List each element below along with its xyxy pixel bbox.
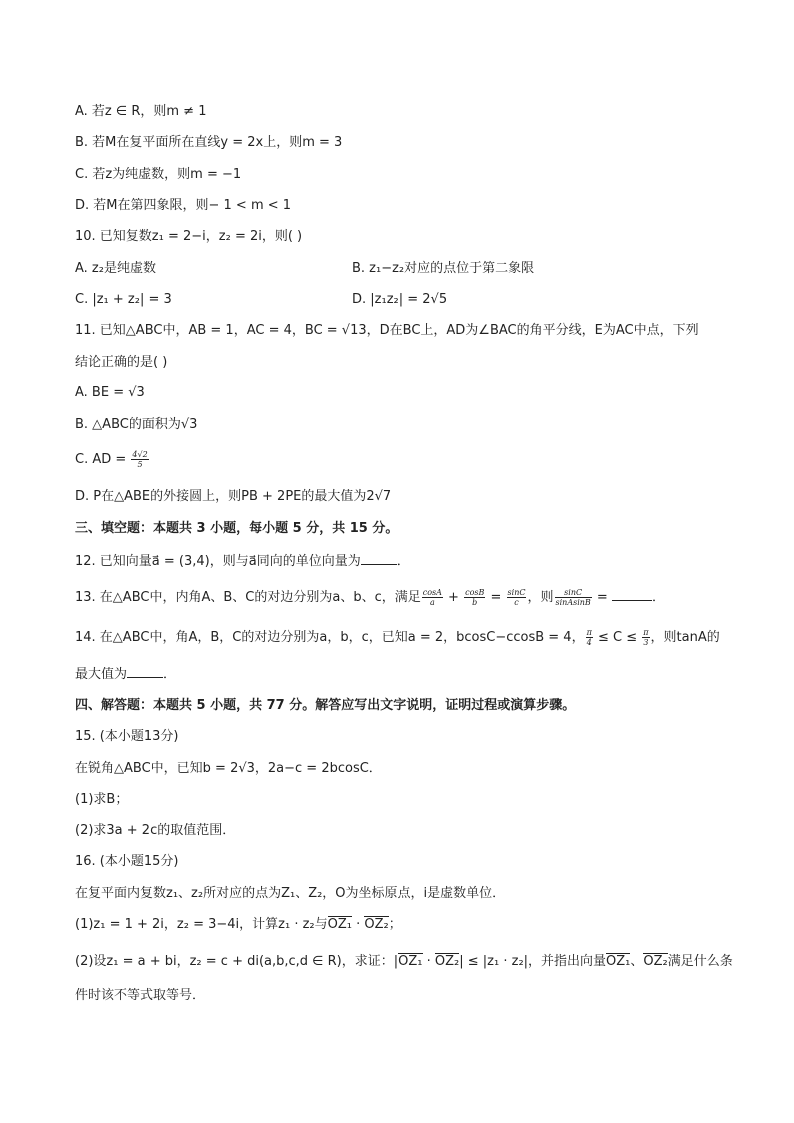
- section-4-heading: 四、解答题：本题共 5 小题，共 77 分。解答应写出文字说明，证明过程或演算步骤。: [75, 698, 576, 713]
- fraction: $\frac{\pi}{3}$: [643, 628, 649, 647]
- q10-option-a: A. z₂是纯虚数: [75, 261, 156, 276]
- q12: [75, 552, 410, 571]
- fraction: $\frac{\cos B}{b}$: [465, 588, 485, 607]
- vector-oz1: OZ₁: [327, 917, 352, 932]
- q16-heading: 16. (本小题15分): [75, 854, 179, 869]
- q16-part-2-text: (2)设z₁ = a + bi，z₂ = c + di(a,b,c,d ∈ R)，求证：: [75, 954, 394, 969]
- operator: ·: [351, 917, 365, 932]
- vector-oz2: OZ₂: [364, 917, 389, 932]
- q11-option-a: A. BE = √3: [75, 385, 145, 400]
- vector-oz2: OZ₂: [643, 954, 668, 969]
- q10-option-d: D. |z₁z₂| = 2√5: [352, 292, 448, 307]
- punct: ．: [163, 667, 177, 682]
- q11-option-d: D. P在△ABE的外接圆上，则PB + 2PE的最大值为2√7: [75, 489, 392, 504]
- answer-blank: [127, 665, 163, 678]
- fraction: $\frac{\cos A}{a}$: [422, 588, 442, 607]
- answer-blank: [361, 552, 397, 565]
- q16-part-2-cont: 件时该不等式取等号．: [75, 988, 206, 1003]
- q13: [75, 588, 665, 607]
- vector-oz2: OZ₂: [434, 954, 460, 969]
- operator: ·: [422, 954, 435, 969]
- q10-option-b: B. z₁−z₂对应的点位于第二象限: [352, 261, 535, 276]
- text: ，则: [527, 590, 554, 605]
- q9-option-a: A. 若z ∈ R，则m ≠ 1: [75, 104, 207, 119]
- section-3-heading: 三、填空题：本题共 3 小题，每小题 5 分，共 15 分。: [75, 521, 399, 536]
- q16-stem: 在复平面内复数z₁、z₂所对应的点为Z₁、Z₂，O为坐标原点，i是虚数单位．: [75, 886, 506, 901]
- q14-text: 14. 在△ABC中，角A，B，C的对边分别为a，b，c，已知a = 2，bcosC−ccosB = 4，: [75, 630, 585, 645]
- operator: ≤ C ≤: [593, 630, 642, 645]
- fraction: $\frac{\pi}{4}$: [586, 628, 592, 647]
- q14-cont: [75, 665, 176, 684]
- q11-option-c: [75, 450, 150, 469]
- q16-part-1-text: (1)z₁ = 1 + 2i，z₂ = 3−4i，计算z₁ · z₂与: [75, 917, 328, 932]
- operator: =: [486, 590, 506, 605]
- fraction: $\frac{\sin C}{\text{sinAsinB}}$: [555, 588, 591, 607]
- punct: 、: [630, 954, 644, 969]
- operator: |: [393, 954, 399, 969]
- fraction-ad: $\frac{4√2}{5}$: [132, 450, 148, 469]
- q15-stem: 在锐角△ABC中，已知b = 2√3，2a−c = 2bcosC．: [75, 761, 382, 776]
- q10-option-c: C. |z₁ + z₂| = 3: [75, 292, 172, 307]
- text: | ≤ |z₁ · z₂|，并指出向量: [459, 954, 607, 969]
- text: ，则tanA的: [650, 630, 720, 645]
- q11-option-b: B. △ABC的面积为√3: [75, 417, 198, 432]
- q15-part-2: (2)求3a + 2c的取值范围．: [75, 823, 236, 838]
- q12-text: 12. 已知向量a⃗ = (3,4)，则与a⃗同向的单位向量为: [75, 554, 361, 569]
- q11-stem-cont: 结论正确的是( ): [75, 355, 168, 370]
- q9-option-d: D. 若M在第四象限，则− 1 < m < 1: [75, 198, 292, 213]
- fraction: $\frac{\sin C}{c}$: [507, 588, 526, 607]
- q16-part-1: [75, 916, 402, 934]
- q9-option-b: B. 若M在复平面所在直线y = 2x上，则m = 3: [75, 135, 343, 150]
- q13-text: 13. 在△ABC中，内角A、B、C的对边分别为a、b、c，满足: [75, 590, 421, 605]
- vector-oz1: OZ₁: [398, 954, 423, 969]
- q16-part-2: [75, 953, 733, 971]
- q14-cont-text: 最大值为: [75, 667, 128, 682]
- answer-blank: [612, 588, 652, 601]
- q11-option-c-label: C. AD =: [75, 452, 131, 467]
- punct: ．: [651, 590, 665, 605]
- q10-stem: 10. 已知复数z₁ = 2−i，z₂ = 2i，则( ): [75, 229, 303, 244]
- operator: =: [592, 590, 612, 605]
- q15-heading: 15. (本小题13分): [75, 729, 179, 744]
- vector-oz1: OZ₁: [606, 954, 631, 969]
- text: 满足什么条: [667, 954, 733, 969]
- operator: +: [443, 590, 464, 605]
- q15-part-1: (1)求B；: [75, 792, 129, 807]
- punct: ．: [396, 554, 410, 569]
- q9-option-c: C. 若z为纯虚数，则m = −1: [75, 167, 242, 182]
- q14: [75, 628, 720, 647]
- q11-stem: 11. 已知△ABC中，AB = 1，AC = 4，BC = √13，D在BC上，AD为∠BAC的角平分线，E为AC中点，下列: [75, 323, 699, 338]
- punct: ；: [388, 917, 402, 932]
